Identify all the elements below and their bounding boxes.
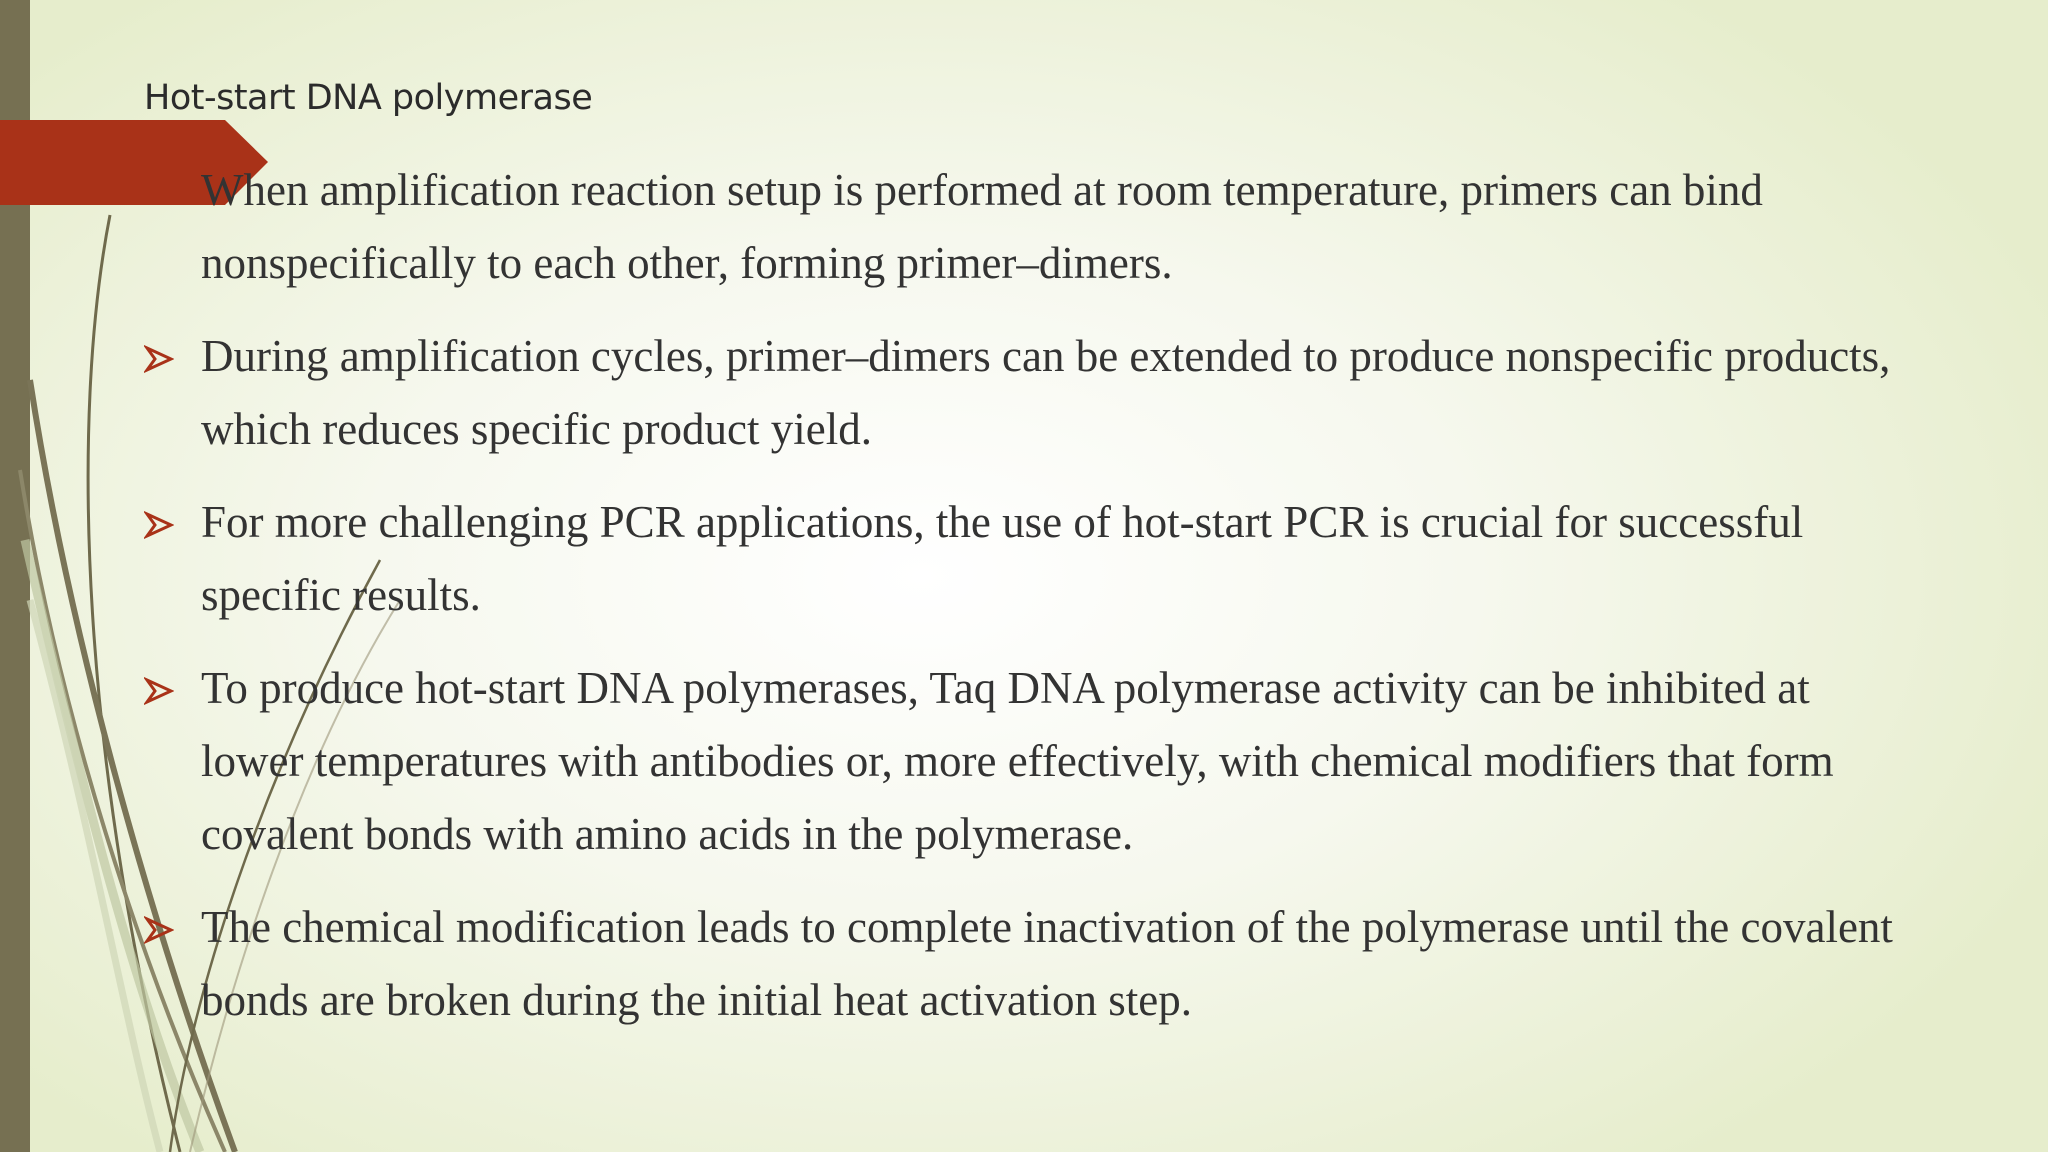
bullet-text: When amplification reaction setup is performed at room temperature, primers can bind nonspecifically to each other, forming primer–dimers.: [201, 165, 1763, 288]
bullet-item: [144, 486, 1904, 632]
arrowhead-bullet-icon: [144, 915, 174, 945]
bullet-text: For more challenging PCR applications, the use of hot-start PCR is crucial for successful specific results.: [201, 497, 1804, 620]
bullet-list: [144, 154, 1904, 1057]
arrowhead-bullet-icon: [144, 510, 174, 540]
bullet-text: During amplification cycles, primer–dimers can be extended to produce nonspecific products, which reduces specific product yield.: [201, 331, 1891, 454]
bullet-item: [144, 320, 1904, 466]
slide-title: Hot-start DNA polymerase: [144, 78, 593, 118]
bullet-text: To produce hot-start DNA polymerases, Taq DNA polymerase activity can be inhibited at lower temperatures with antibodies or, more effectively, with chemical modifiers that form covalent bonds with amino acids in the polymerase.: [201, 663, 1834, 859]
arrowhead-bullet-icon: [144, 344, 174, 374]
bullet-item: [144, 652, 1904, 871]
arrowhead-bullet-icon: [144, 676, 174, 706]
bullet-item: [144, 154, 1904, 300]
bullet-item: [144, 891, 1904, 1037]
bullet-text: The chemical modification leads to complete inactivation of the polymerase until the covalent bonds are broken during the initial heat activation step.: [201, 902, 1893, 1025]
